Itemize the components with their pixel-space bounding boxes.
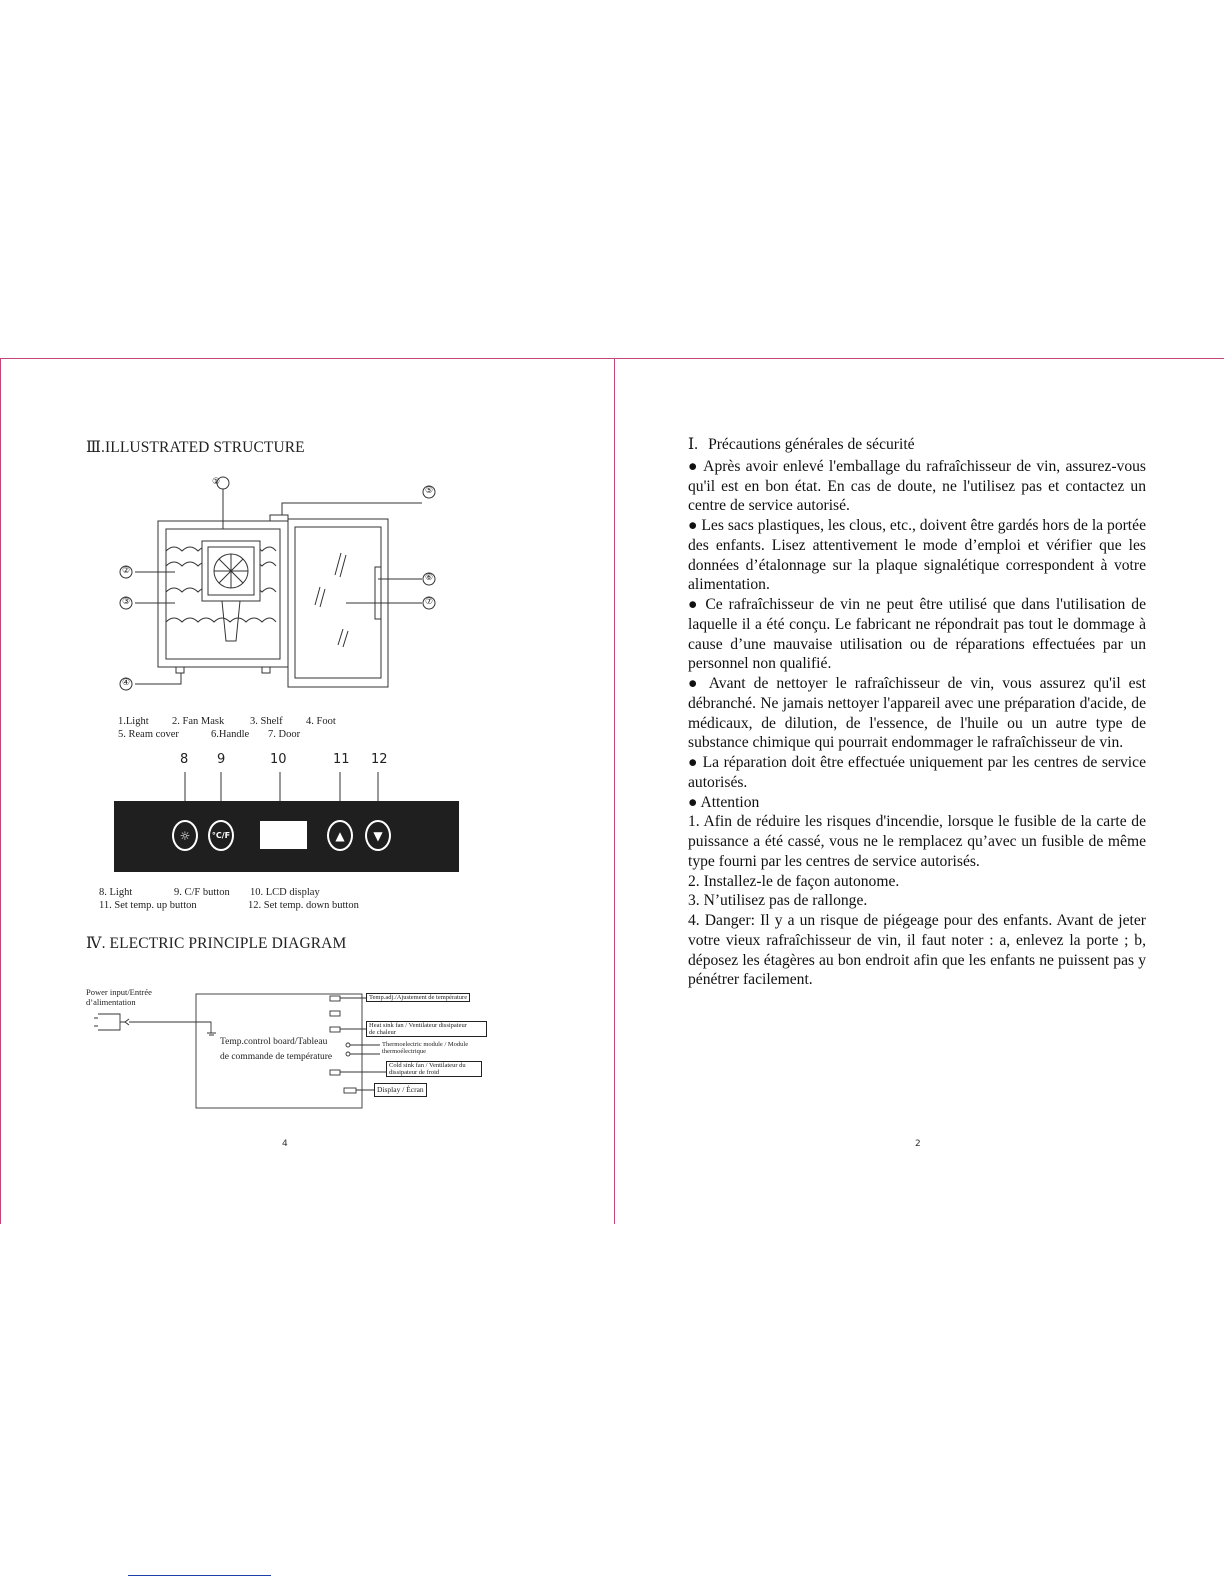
heading-text: Précautions générales de sécurité <box>708 436 915 453</box>
power-input-label-1: Power input/Entrée <box>86 987 152 997</box>
paragraph-item-1: 1. Afin de réduire les risques d'incendie, lorsque le fusible de la carte de puissance a été cassé, vous ne le remplacez qu’avec un fusible de même type fourni par les centres de service autorisés. <box>688 813 1146 870</box>
control-panel <box>114 801 459 872</box>
light-button[interactable]: ☼ <box>172 820 198 851</box>
cf-button[interactable]: °C/F <box>208 820 234 851</box>
panel-number-8: 8 <box>180 752 189 767</box>
lcd-display <box>260 821 307 849</box>
power-input-label <box>86 987 152 1007</box>
paragraph-5: ● La réparation doit être effectuée uniquement par les centres de service autorisés. <box>688 754 1146 791</box>
trim-line-left <box>0 358 1 1224</box>
wine-cooler-illustration <box>110 475 450 700</box>
panel-legend-row-1 <box>99 887 399 901</box>
legend-foot: 4. Foot <box>306 716 336 727</box>
trim-line-top <box>0 358 1224 359</box>
paragraph-3: ● Ce rafraîchisseur de vin ne peut être utilisé que dans l'utilisation de laquelle il a été conçu. Le fabricant ne répondrait pas tout le dommage à cause d’une mauvaise utilisation ou de réparations effectuées par un personnel non qualifié. <box>688 596 1146 673</box>
section-3-title: Ⅲ.ILLUSTRATED STRUCTURE <box>86 439 305 456</box>
page-number-right: 2 <box>915 1139 921 1149</box>
display-box: Display / Écran <box>374 1083 427 1097</box>
paragraph-2: ● Les sacs plastiques, les clous, etc., doivent être gardés hors de la portée des enfants. Lisez attentivement le mode d’emploi et vérifier que les données d’étalonnage sur la plaque signalétique correspondent à votre alimentation. <box>688 517 1146 594</box>
french-safety-text <box>688 435 1146 990</box>
legend-handle: 6.Handle <box>211 729 250 740</box>
structure-legend-row-1 <box>118 716 418 730</box>
panel-number-10: 10 <box>270 752 287 767</box>
power-input-label-2: d’alimentation <box>86 997 136 1007</box>
callout-4: ④ <box>122 678 131 688</box>
legend-10-lcd: 10. LCD display <box>250 887 320 898</box>
legend-11-up: 11. Set temp. up button <box>99 900 197 911</box>
legend-9-cf: 9. C/F button <box>174 887 230 898</box>
heading-roman-numeral: Ⅰ. <box>688 436 699 453</box>
structure-legend-row-2 <box>118 729 418 743</box>
paragraph-attention: ● Attention <box>688 793 760 811</box>
paragraph-item-2: 2. Installez-le de façon autonome. <box>688 872 900 890</box>
french-heading <box>688 435 1146 455</box>
paragraph-item-3: 3. N’utilisez pas de rallonge. <box>688 892 868 910</box>
panel-number-12: 12 <box>371 752 388 767</box>
control-board-label-2: de commande de température <box>220 1052 333 1062</box>
bottom-link-underline <box>128 1575 271 1576</box>
legend-light: 1.Light <box>118 716 149 727</box>
thermo-module-label <box>382 1041 468 1055</box>
legend-ream-cover: 5. Ream cover <box>118 729 179 740</box>
control-board-label <box>220 1035 332 1065</box>
legend-door: 7. Door <box>268 729 301 740</box>
section-4-title: Ⅳ. ELECTRIC PRINCIPLE DIAGRAM <box>86 935 347 952</box>
temp-down-button[interactable]: ▼ <box>365 820 391 851</box>
paragraph-1: ● Après avoir enlevé l'emballage du rafraîchisseur de vin, assurez-vous qu'il est en bon état. En cas de doute, ne l'utilisez pas et contactez un centre de service autorisé. <box>688 457 1146 515</box>
legend-8-light: 8. Light <box>99 887 133 898</box>
callout-3: ③ <box>122 597 131 607</box>
page-divider <box>614 358 615 1224</box>
thermo-module-1: Thermoelectric module / Module <box>382 1041 469 1048</box>
temp-adj-box: Temp.adj./Ajustement de température <box>366 993 470 1002</box>
paragraph-4: ● Avant de nettoyer le rafraîchisseur de vin, vous assurez qu'il est débranché. Ne jamais nettoyer l'appareil avec une préparation d'acide, de médicaux, de dilution, de l'essence, de l'huile ou un autre type de substance chimique qui pourrait endommager le rafraîchisseur de vin. <box>688 675 1146 752</box>
cold-sink-fan-2: dissipateur de froid <box>389 1069 440 1076</box>
legend-12-down: 12. Set temp. down button <box>248 900 359 911</box>
page-number-left: 4 <box>282 1139 288 1149</box>
panel-leader-lines <box>114 770 459 802</box>
callout-2: ② <box>122 566 131 576</box>
callout-1: ① <box>212 477 221 487</box>
legend-fan-mask: 2. Fan Mask <box>172 716 225 727</box>
heat-sink-fan-box <box>366 1021 487 1037</box>
thermo-module-2: thermoélectrique <box>382 1048 427 1055</box>
panel-legend-row-2 <box>99 900 399 914</box>
heat-sink-fan-2: de chaleur <box>369 1029 396 1036</box>
panel-number-11: 11 <box>333 752 350 767</box>
legend-shelf: 3. Shelf <box>250 716 283 727</box>
callout-7: ⑦ <box>425 597 434 607</box>
heat-sink-fan-1: Heat sink fan / Ventilateur dissipateur <box>369 1022 467 1029</box>
cold-sink-fan-box <box>386 1061 482 1077</box>
temp-up-button[interactable]: ▲ <box>327 820 353 851</box>
cold-sink-fan-1: Cold sink fan / Ventilateur du <box>389 1062 466 1069</box>
control-board-label-1: Temp.control board/Tableau <box>220 1037 328 1047</box>
callout-6: ⑥ <box>425 573 434 583</box>
callout-5: ⑤ <box>425 486 434 496</box>
panel-number-9: 9 <box>217 752 226 767</box>
paragraph-item-4: 4. Danger: Il y a un risque de piégeage pour des enfants. Avant de jeter votre vieux rafraîchisseur de vin, il faut noter : a, enlevez la porte ; b, déposez les étagères au bon endroit afin que les enfants ne puissent pas y pénétrer facilement. <box>688 912 1146 989</box>
